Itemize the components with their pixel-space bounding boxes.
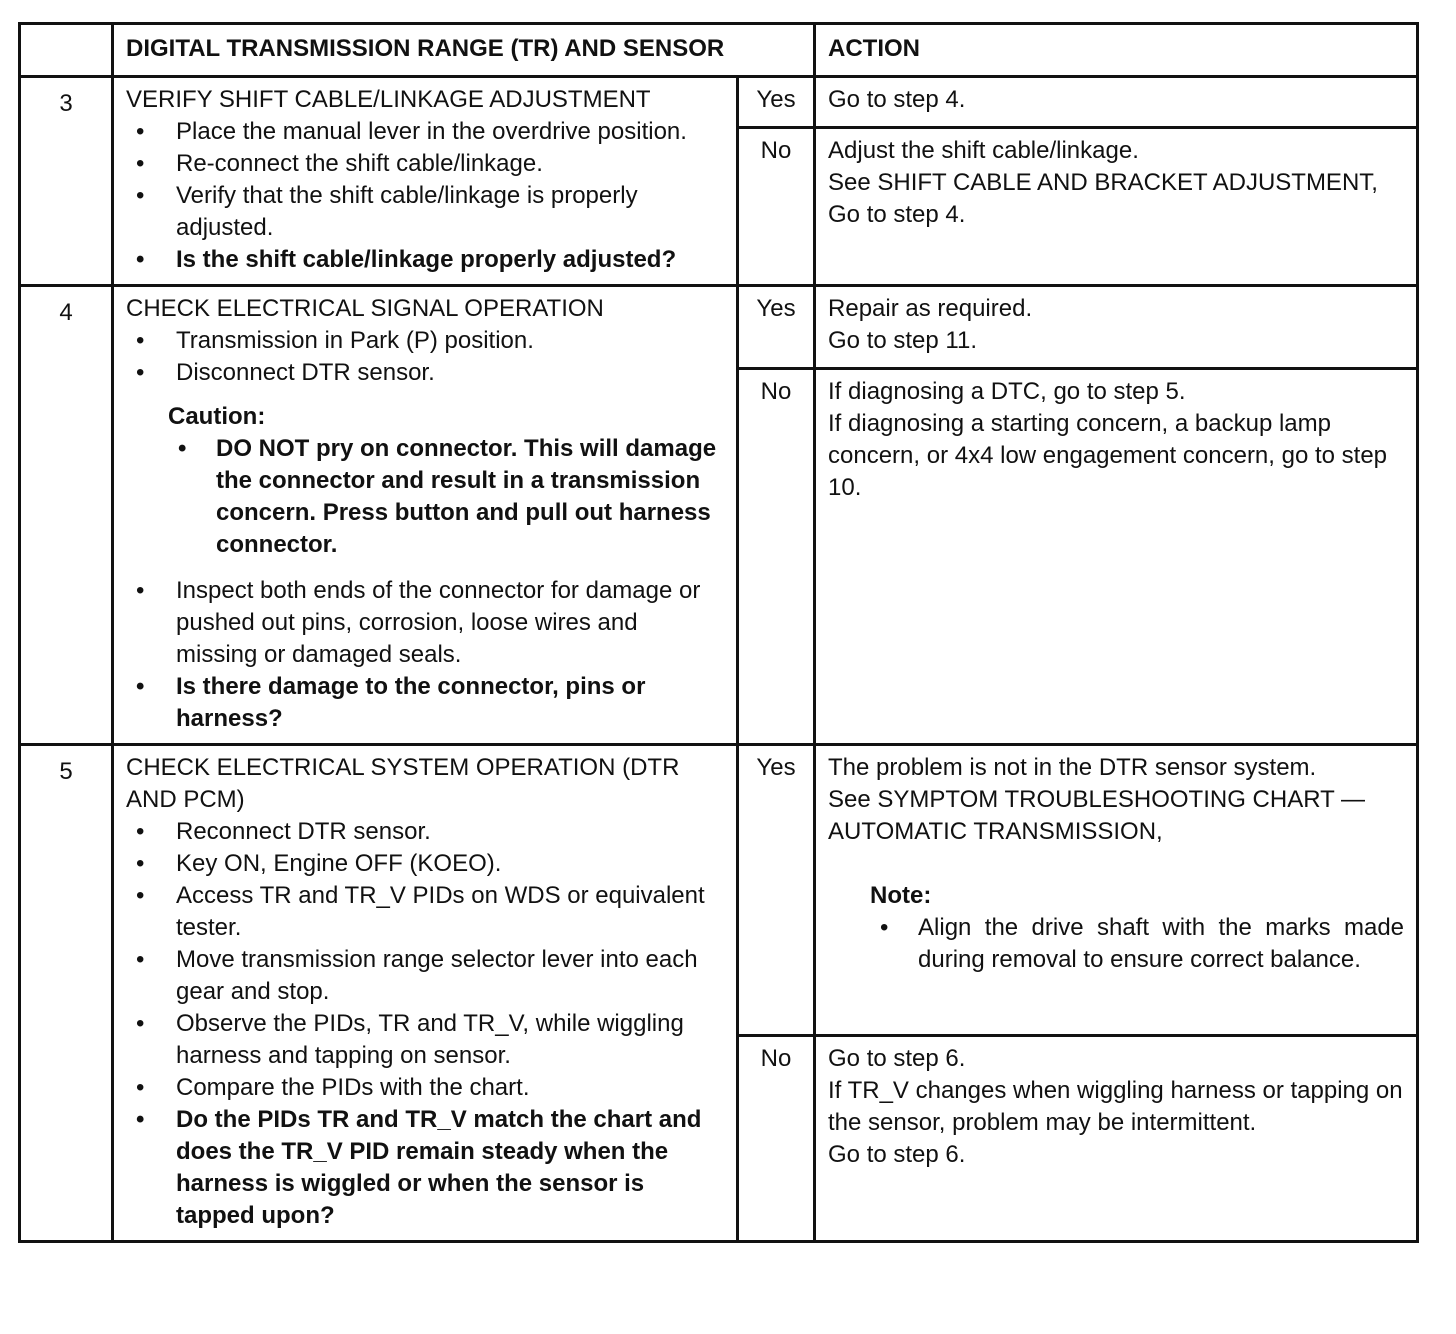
yes-label: Yes [738,77,815,128]
step-4-test [113,286,738,745]
no-action [815,369,1418,745]
step-number: 5 [20,745,113,1242]
step-5-test [113,745,738,1242]
header-row [20,24,1418,77]
step-4-yes-row [20,286,1418,369]
action-line: See SHIFT CABLE AND BRACKET ADJUSTMENT, [828,169,1378,196]
no-label: No [738,128,815,286]
action-line: The problem is not in the DTR sensor system. [828,754,1317,781]
caution-list [168,433,724,561]
action-line: See SYMPTOM TROUBLESHOOTING CHART — AUTOMATIC TRANSMISSION, [828,786,1366,845]
note-title: Note: [870,882,932,909]
yes-action [815,745,1418,1036]
step-heading: CHECK ELECTRICAL SYSTEM OPERATION (DTR AND PCM) [126,754,680,813]
action-line: If TR_V changes when wiggling harness or tapping on the sensor, problem may be intermittent. [828,1077,1403,1136]
note-box [870,880,1404,976]
caution-title: Caution: [168,403,266,430]
bullet-list [126,575,724,735]
yes-label: Yes [738,745,815,1036]
note-text: • Align the drive shaft with the marks made during removal to ensure correct balance. [870,912,1404,976]
step-5-yes-row [20,745,1418,1036]
list-item: • Access TR and TR_V PIDs on WDS or equivalent tester. [126,880,724,944]
action-line: Go to step 4. [828,201,966,228]
no-label: No [738,369,815,745]
header-title: DIGITAL TRANSMISSION RANGE (TR) AND SENSOR [113,24,815,77]
list-item: • Disconnect DTR sensor. [126,357,724,389]
action-line: If diagnosing a DTC, go to step 5. [828,378,1186,405]
yes-label: Yes [738,286,815,369]
list-item: • Move transmission range selector lever into each gear and stop. [126,944,724,1008]
action-line: Go to step 4. [828,86,966,113]
list-item: • Re-connect the shift cable/linkage. [126,148,724,180]
action-line: Go to step 6. [828,1141,966,1168]
step-3-test [113,77,738,286]
action-line: Adjust the shift cable/linkage. [828,137,1139,164]
step-3-yes-row [20,77,1418,128]
bullet-list [126,816,724,1232]
list-item: • Compare the PIDs with the chart. [126,1072,724,1104]
no-action [815,128,1418,286]
list-item: • Reconnect DTR sensor. [126,816,724,848]
list-item: • Verify that the shift cable/linkage is properly adjusted. [126,180,724,244]
list-item: • Inspect both ends of the connector for damage or pushed out pins, corrosion, loose wires and missing or damaged seals. [126,575,724,671]
header-step-cell [20,24,113,77]
list-item: • Place the manual lever in the overdrive position. [126,116,724,148]
no-label: No [738,1036,815,1242]
question: • Do the PIDs TR and TR_V match the chart and does the TR_V PID remain steady when the harness is wiggled or when the sensor is tapped upon? [126,1104,724,1232]
list-item: • Observe the PIDs, TR and TR_V, while wiggling harness and tapping on sensor. [126,1008,724,1072]
caution-text: • DO NOT pry on connector. This will damage the connector and result in a transmission concern. Press button and pull out harness connector. [168,433,724,561]
bullet-list [126,325,724,389]
step-number: 3 [20,77,113,286]
yes-action [815,77,1418,128]
no-action [815,1036,1418,1242]
list-item: • Transmission in Park (P) position. [126,325,724,357]
question: • Is there damage to the connector, pins or harness? [126,671,724,735]
list-item: • Key ON, Engine OFF (KOEO). [126,848,724,880]
step-heading: VERIFY SHIFT CABLE/LINKAGE ADJUSTMENT [126,86,651,113]
caution-box [168,401,724,561]
action-line: Go to step 6. [828,1045,966,1072]
yes-action [815,286,1418,369]
bullet-list [126,116,724,276]
step-number: 4 [20,286,113,745]
header-action: ACTION [815,24,1418,77]
action-line: Go to step 11. [828,327,977,354]
action-line: Repair as required. [828,295,1033,322]
action-line: If diagnosing a starting concern, a backup lamp concern, or 4x4 low engagement concern, go to step 10. [828,410,1388,501]
diagnostic-table [18,22,1419,1243]
question: • Is the shift cable/linkage properly adjusted? [126,244,724,276]
step-heading: CHECK ELECTRICAL SIGNAL OPERATION [126,295,604,322]
note-list [870,912,1404,976]
